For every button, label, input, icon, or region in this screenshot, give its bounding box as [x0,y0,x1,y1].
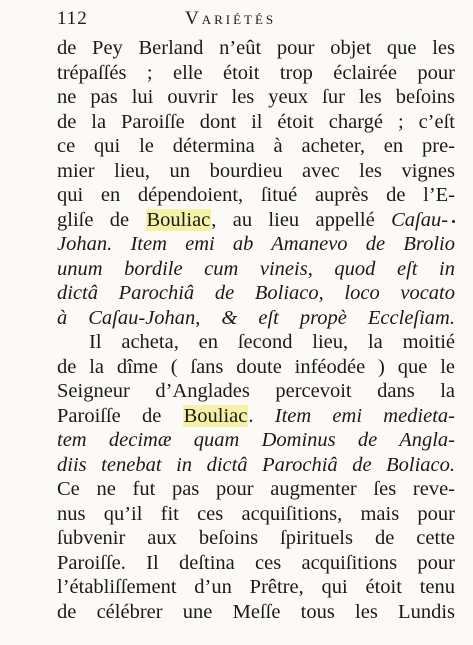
text-line: ce qui le détermina à acheter, en pre- [57,135,455,157]
text-line: trépaſſés ; elle étoit trop éclairée pour [57,61,455,84]
highlighted-term: Bouliac [183,404,248,427]
text-line: ſubvenir aux beſoins ſpirituels de cette [57,527,455,549]
ink-mark [452,220,455,223]
text-line: de célébrer une Meſſe tous les Lundis [57,600,455,623]
text-line: Paroiſſe. Il deſtina ces acquiſitions pour [57,551,455,574]
latin-line: à Caſau-Johan, & eſt propè Eccleſiam. [57,306,455,329]
running-title: Variétés [185,8,277,29]
text-line: mier lieu, un bourdieu avec les vignes [57,159,455,182]
text-line [57,208,455,233]
page-header [57,2,455,36]
text-line: l’établiſſement d’un Prêtre, qui étoit tenu [57,576,455,598]
latin-line: tem decimæ quam Dominus de Angla- [57,429,455,451]
highlighted-term: Bouliac [146,208,211,231]
text-line: de Pey Berland n’eût pour objet que les [57,37,455,59]
text-segment: . [248,404,254,427]
latin-line: unum bordile cum vineis, quod eſt in [57,257,455,280]
text-line: de la dîme ( ſans doute inféodée ) que le [57,355,455,378]
text-line: qui en dépendoient, ſitué auprès de l’E- [57,184,455,206]
text-line: Ce ne fut pas pour augmenter ſes reve- [57,478,455,500]
text-line: Seigneur d’Anglades percevoit dans la [57,380,455,402]
text-line: ne pas lui ouvrir les yeux ſur les beſoins [57,86,455,108]
latin-text: Item emi medieta- [274,404,455,427]
text-line: nus qu’il fit ces acquiſitions, mais pour [57,502,455,525]
latin-line: diis tenebat in dictâ Parochiâ de Boliaco. [57,453,455,476]
text-line [57,404,455,429]
page-number: 112 [57,8,88,29]
latin-text: Caſau- [391,208,449,231]
text-line: de la Paroiſſe dont il étoit chargé ; c’eſt [57,110,455,133]
latin-line: dictâ Parochiâ de Boliaco, loco vocato [57,282,455,304]
text-segment: Paroiſſe de [57,404,162,427]
latin-line: Johan. Item emi ab Amanevo de Brolio [57,233,455,255]
page-body [57,36,455,624]
text-segment: , au lieu appellé [211,208,375,231]
text-segment: gliſe de [57,208,130,231]
paragraph-start-line: Il acheta, en ſecond lieu, la moitié [89,331,455,353]
